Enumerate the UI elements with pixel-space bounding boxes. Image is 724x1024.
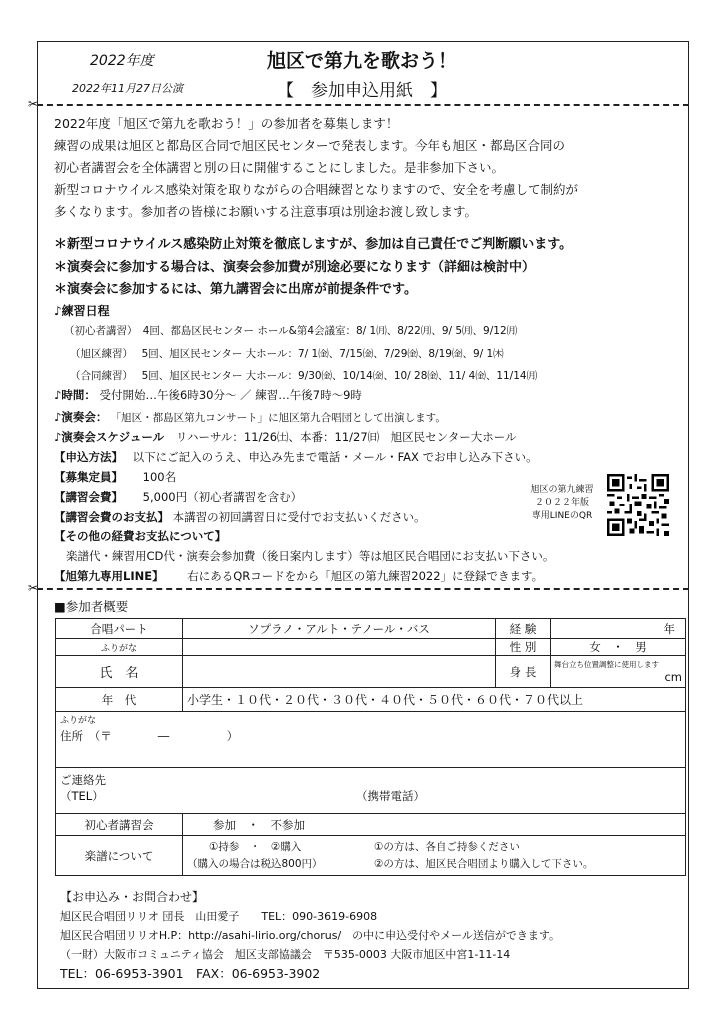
concert-value: 「旭区・都島区第九コンサート」に旭区第九合唱団として出演します。 bbox=[110, 412, 446, 424]
capacity-label: 【募集定員】 bbox=[54, 470, 123, 484]
note-line: ＊演奏会に参加する場合は、演奏会参加費が別途必要になります（詳細は検討中） bbox=[54, 259, 536, 275]
score-option-2: （購入の場合は税込800円） bbox=[187, 857, 323, 870]
fee-label: 【講習会費】 bbox=[54, 490, 123, 504]
scissors-icon: ✂ bbox=[28, 581, 39, 595]
gender-options[interactable]: 女 ・ 男 bbox=[551, 639, 686, 656]
part-label: 合唱パート bbox=[56, 619, 183, 639]
schedule-row: （旭区練習） 5回、旭区民センター 大ホール：7/ 1㈮、7/15㈮、7/29㈮、8/19㈮、9/ 1㈭ bbox=[70, 348, 504, 360]
name-field[interactable] bbox=[183, 656, 496, 688]
tel-label: （TEL） bbox=[60, 789, 104, 803]
contact-label: ご連絡先 bbox=[60, 773, 106, 787]
form-section-title: ■参加者概要 bbox=[54, 599, 129, 614]
notes bbox=[54, 234, 572, 302]
scissors-icon: ✂ bbox=[28, 97, 39, 111]
apply-value: 以下にご記入のうえ、申込み先まで電話・メール・FAX でお申し込み下さい。 bbox=[132, 450, 538, 464]
intro-line: 初心者講習会を全体講習と別の日に開催することにしました。是非参加下さい。 bbox=[54, 160, 505, 175]
time-value: 受付開始…午後6時30分～ ／ 練習…午後7時～9時 bbox=[99, 388, 362, 402]
payment-value: 本講習の初回講習日に受付でお支払いください。 bbox=[172, 510, 426, 524]
score-option-1-note: ①の方は、各自ご持参ください bbox=[374, 840, 520, 853]
line-label: 【旭第九専用LINE】 bbox=[54, 569, 164, 583]
line-value: 右にあるQRコードをから「旭区の第九練習2022」に登録できます。 bbox=[187, 569, 544, 583]
height-label: 身 長 bbox=[496, 656, 551, 688]
contact-block bbox=[60, 888, 560, 983]
height-field[interactable] bbox=[551, 656, 686, 688]
furigana-label: ふりがな bbox=[56, 639, 183, 656]
name-label: 氏 名 bbox=[56, 656, 183, 688]
experience-label: 経 験 bbox=[496, 619, 551, 639]
age-label: 年 代 bbox=[56, 688, 183, 712]
time-info bbox=[54, 387, 362, 403]
contact-heading: 【お申込み・お問合わせ】 bbox=[60, 890, 205, 904]
age-options[interactable]: 小学生・１０代・２０代・３０代・４０代・５０代・６０代・７０代以上 bbox=[183, 688, 686, 712]
contact-line: 旭区民合唱団リリオ 団長 山田愛子 TEL：090-3619-6908 bbox=[60, 910, 378, 923]
score-option-1: ①持参 ・ ②購入 bbox=[209, 840, 302, 853]
height-note: 舞台立ち位置調整に使用します bbox=[554, 660, 659, 669]
fee-value: 5,000円（初心者講習を含む） bbox=[142, 490, 303, 504]
part-options[interactable]: ソプラノ・アルト・テノール・バス bbox=[183, 619, 496, 639]
schedule-heading: ♪練習日程 bbox=[54, 304, 110, 318]
qr-caption-line: 専用LINEのQR bbox=[531, 511, 593, 521]
intro-line: 新型コロナウイルス感染対策を取りながらの合唱練習となりますので、安全を考慮して制約が bbox=[54, 182, 579, 197]
note-line: ＊新型コロナウイルス感染防止対策を徹底しますが、参加は自己責任でご判断願います。 bbox=[54, 237, 573, 252]
other-cost-label: 【その他の経費お支払について】 bbox=[54, 529, 227, 543]
qr-caption-line: ２０２２年版 bbox=[534, 498, 589, 508]
concert-schedule-value: リハーサル：11/26㈯、本番：11/27㈰ 旭区民センター大ホール bbox=[175, 430, 517, 444]
height-unit: cm bbox=[664, 670, 682, 684]
contact-field[interactable] bbox=[56, 768, 686, 814]
note-line: ＊演奏会に参加するには、第九講習会に出席が前提条件です。 bbox=[54, 282, 417, 297]
application-form bbox=[55, 618, 686, 876]
cut-line-middle bbox=[37, 588, 689, 590]
fee bbox=[54, 489, 302, 505]
time-label: ♪時間： bbox=[54, 388, 96, 402]
intro-line: 2022年度「旭区で第九を歌おう！」の参加者を募集します！ bbox=[54, 116, 399, 131]
beginner-label: 初心者講習会 bbox=[56, 814, 183, 836]
concert-schedule-label: ♪演奏会スケジュール bbox=[54, 430, 165, 444]
apply-label: 【申込方法】 bbox=[54, 450, 123, 464]
contact-line: （一財）大阪市コミュニティ協会 旭区支部協議会 〒535-0003 大阪市旭区中宮1-11-14 bbox=[60, 948, 511, 961]
concert-info bbox=[54, 409, 446, 425]
qr-caption bbox=[522, 484, 602, 523]
address-label: 住所 （〒 ― ） bbox=[60, 729, 239, 743]
schedule-row: （初心者講習） 4回、都島区民センター ホール&第4会議室：8/ 1㈪、8/22㈪、9/ 5㈪、9/12㈪ bbox=[64, 325, 518, 337]
score-option-2-note: ②の方は、旭区民合唱団より購入して下さい。 bbox=[374, 857, 594, 870]
concert-schedule bbox=[54, 429, 516, 445]
gender-label: 性 別 bbox=[496, 639, 551, 656]
intro-text bbox=[54, 113, 578, 223]
score-label: 楽譜について bbox=[56, 836, 183, 876]
concert-label: ♪演奏会： bbox=[54, 410, 108, 424]
apply-method bbox=[54, 449, 538, 465]
cut-line-top bbox=[37, 104, 689, 106]
schedule-row: （合同練習） 5回、旭区民センター 大ホール：9/30㈮、10/14㈮、10/ 28㈮、11/ 4㈮、11/14㈪ bbox=[70, 370, 538, 382]
address-field[interactable] bbox=[56, 712, 686, 768]
furigana-field[interactable] bbox=[183, 639, 496, 656]
qr-code-icon[interactable] bbox=[607, 474, 669, 536]
intro-line: 練習の成果は旭区と都島区合同で旭区民センターで発表します。今年も旭区・都島区合同の bbox=[54, 138, 566, 153]
mobile-label: （携帯電話） bbox=[356, 789, 425, 803]
capacity-value: 100名 bbox=[142, 470, 177, 484]
page-subtitle: 【 参加申込用紙 】 bbox=[277, 81, 447, 101]
furigana2-label: ふりがな bbox=[60, 716, 97, 726]
contact-line: TEL：06-6953-3901 FAX：06-6953-3902 bbox=[60, 966, 321, 981]
contact-line-website[interactable]: 旭区民合唱団リリオH.P：http://asahi-lirio.org/chorus/ の中に申込受付やメール送信ができます。 bbox=[60, 929, 561, 942]
other-cost-value: 楽譜代・練習用CD代・演奏会参加費（後日案内します）等は旭区民合唱団にお支払い下さい。 bbox=[66, 549, 555, 563]
intro-line: 多くなります。参加者の皆様にお願いする注意事項は別途お渡し致します。 bbox=[54, 204, 478, 219]
score-options[interactable] bbox=[183, 836, 686, 876]
concert-date: 2022年11月27日公演 bbox=[72, 82, 183, 95]
line-info bbox=[54, 568, 543, 584]
payment-label: 【講習会費のお支払】 bbox=[54, 510, 169, 524]
capacity bbox=[54, 469, 176, 485]
experience-field[interactable]: 年 bbox=[551, 619, 686, 639]
payment bbox=[54, 509, 426, 525]
qr-caption-line: 旭区の第九練習 bbox=[530, 485, 594, 495]
page-title: 旭区で第九を歌おう！ bbox=[266, 50, 457, 72]
beginner-options[interactable]: 参加 ・ 不参加 bbox=[183, 814, 686, 836]
year-label: 2022年度 bbox=[90, 53, 154, 69]
